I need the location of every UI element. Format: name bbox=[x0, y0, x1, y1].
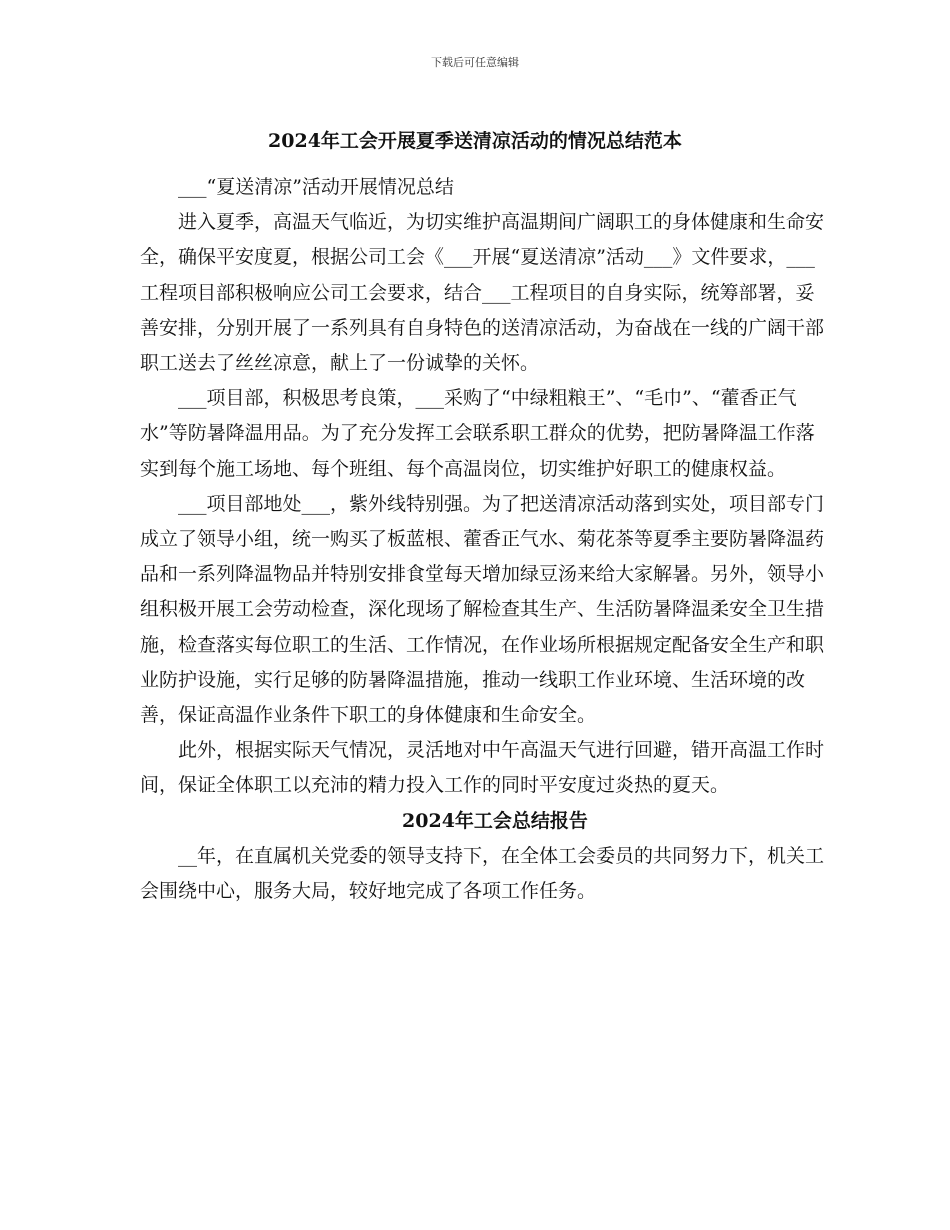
section-title: 2024年工会总结报告 bbox=[402, 809, 588, 832]
document-title: 2024年工会开展夏季送清凉活动的情况总结范本 bbox=[268, 130, 682, 152]
body-paragraph: ___项目部，积极思考良策，___采购了“中绿粗粮王”、“毛巾”、“藿香正气水”等防暑降温用品。为了充分发挥工会联系职工群众的优势，把防暑降温工作落实到每个施工场地、每个班组、每个高温岗位，切实维护好职工的健康权益。 bbox=[140, 387, 815, 480]
body-paragraph: ___项目部地处___，紫外线特别强。为了把送清凉活动落到实处，项目部专门成立了领导小组，统一购买了板蓝根、藿香正气水、菊花茶等夏季主要防暑降温药品和一系列降温物品并特别安排食堂每天增加绿豆汤来给大家解暑。另外，领导小组积极开展工会劳动检查，深化现场了解检查其生产、生活防暑降温柔安全卫生措施，检查落实每位职工的生活、工作情况，在作业场所根据规定配备安全生产和职业防护设施，实行足够的防暑降温措施，推动一线职工作业环境、生活环境的改善，保证高温作业条件下职工的身体健康和生命安全。 bbox=[140, 492, 825, 727]
body-paragraph: 进入夏季，高温天气临近，为切实维护高温期间广阔职工的身体健康和生命安全，确保平安度夏，根据公司工会《___开展“夏送清凉”活动___》文件要求，___工程项目部积极响应公司工会要求，结合___工程项目的自身实际，统筹部署，妥善安排，分别开展了一系列具有自身特色的送清凉活动，为奋战在一线的广阔干部职工送去了丝丝凉意，献上了一份诚挚的关怀。 bbox=[140, 211, 825, 375]
page-header: 下载后可任意编辑 bbox=[431, 56, 519, 69]
document-body bbox=[140, 170, 830, 909]
body-paragraph: 此外，根据实际天气情况，灵活地对中午高温天气进行回避，错开高温工作时间，保证全体职工以充沛的精力投入工作的同时平安度过炎热的夏天。 bbox=[140, 739, 825, 797]
subtitle-paragraph: ___“夏送清凉”活动开展情况总结 bbox=[178, 176, 454, 198]
section-paragraph: __年，在直属机关党委的领导支持下，在全体工会委员的共同努力下，机关工会围绕中心，服务大局，较好地完成了各项工作任务。 bbox=[140, 844, 825, 902]
